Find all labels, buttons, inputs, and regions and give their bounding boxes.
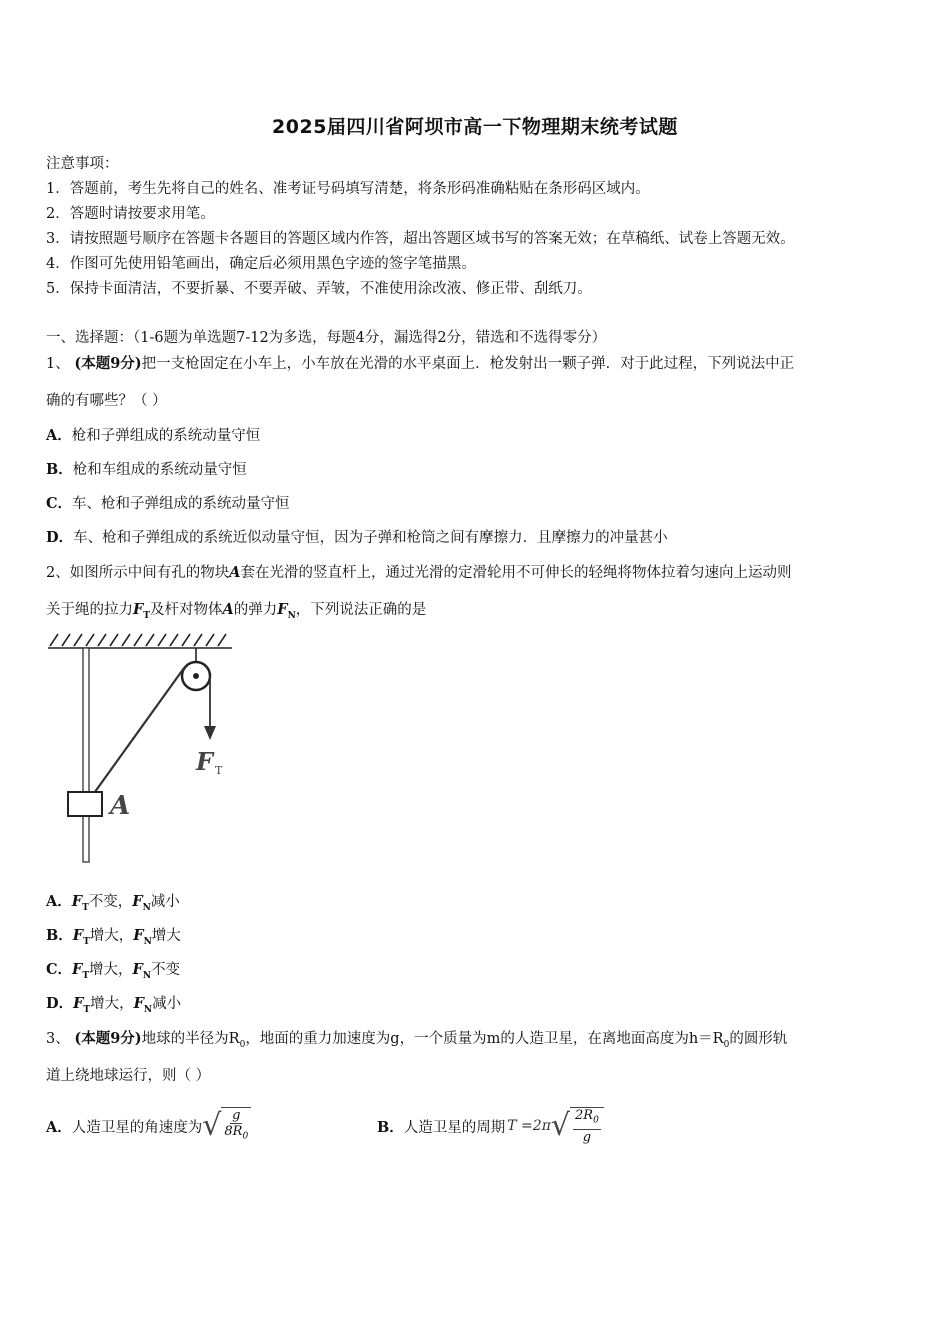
question-text: 地球的半径为R — [141, 1031, 240, 1047]
option-a[interactable] — [46, 890, 180, 913]
option-c[interactable] — [46, 492, 290, 513]
question-3-stem-cont: 道上绕地球运行，则（ ） — [46, 1068, 211, 1084]
question-text: ，地面的重力加速度为g，一个质量为m的人造卫星，在离地面高度为h＝R — [245, 1031, 724, 1047]
fraction — [570, 1107, 604, 1145]
rope — [92, 668, 184, 796]
var-f: F — [71, 893, 83, 910]
var-f: F — [133, 601, 144, 618]
option-d[interactable] — [46, 526, 668, 547]
question-text: 及杆对物体 — [150, 602, 223, 618]
pulley-diagram — [40, 628, 240, 868]
question-3-stem — [46, 1027, 787, 1050]
notice-item: 2．答题时请按要求用笔。 — [46, 206, 215, 222]
fraction — [221, 1107, 251, 1145]
pulley-axle — [193, 673, 199, 679]
force-label: F — [196, 747, 214, 776]
var-f: F — [72, 927, 84, 944]
option-text: 减小 — [150, 894, 180, 910]
option-label: B． — [46, 461, 73, 478]
option-label: B． — [46, 927, 73, 944]
option-c[interactable] — [46, 958, 180, 981]
sub-t: T — [83, 1004, 91, 1015]
option-text: 人造卫星的角速度为 — [71, 1119, 203, 1136]
notice-item: 4．作图可先使用铅笔画出，确定后必须用黑色字迹的签字笔描黑。 — [46, 256, 476, 272]
option-label: D． — [46, 995, 74, 1012]
section-heading: 一、选择题：（1-6题为单选题7-12为多选，每题4分，漏选得2分，错选和不选得零分） — [46, 330, 607, 346]
sqrt-formula — [551, 1107, 604, 1145]
option-b[interactable] — [46, 458, 247, 479]
notice-item: 3．请按照题号顺序在答题卡各题目的答题区域内作答，超出答题区域书写的答案无效；在草稿纸、试卷上答题无效。 — [46, 231, 795, 247]
sub-n: N — [287, 610, 296, 621]
var-f: F — [132, 893, 143, 910]
question-text: 的圆形轨 — [729, 1031, 788, 1047]
option-text: 增大， — [89, 928, 134, 944]
question-1-stem — [46, 352, 794, 373]
option-label: C． — [46, 961, 73, 978]
option-label: A． — [46, 427, 72, 444]
question-tag: (本题9分) — [74, 1030, 142, 1047]
option-d[interactable] — [46, 992, 181, 1015]
block-label: A — [110, 791, 131, 821]
sub-n: N — [142, 970, 152, 981]
force-arrow-head — [204, 726, 216, 740]
notice-item: 5．保持卡面清洁，不要折暴、不要弄破、弄皱，不准使用涂改液、修正带、刮纸刀。 — [46, 281, 592, 297]
option-text: 人造卫星的周期 — [403, 1119, 506, 1136]
question-2-stem-cont — [46, 598, 426, 621]
option-text: 增大， — [89, 962, 133, 978]
sub-0: 0 — [239, 1039, 246, 1050]
radical-sign: √ — [550, 1108, 571, 1143]
block-a — [68, 792, 102, 816]
vertical-rod — [83, 648, 89, 862]
option-text: 不变， — [88, 894, 133, 910]
sub-t: T — [82, 902, 89, 913]
radical-sign: √ — [202, 1108, 222, 1143]
option-text: 枪和车组成的系统动量守恒 — [72, 462, 247, 478]
sub-0: 0 — [723, 1039, 730, 1050]
question-text: 把一支枪固定在小车上，小车放在光滑的水平桌面上．枪发射出一颗子弹．对于此过程，下列说法中正 — [141, 356, 795, 372]
var-a: A — [229, 564, 241, 581]
question-number: 1、 — [46, 356, 70, 372]
sub-t: T — [82, 970, 90, 981]
question-tag: (本题9分) — [74, 355, 142, 372]
question-2-stem — [46, 561, 792, 582]
question-1-stem-cont: 确的有哪些？（ ） — [46, 393, 167, 409]
sub-t: T — [83, 936, 90, 947]
option-label: C． — [46, 495, 73, 512]
var-a: A — [222, 601, 234, 618]
option-b[interactable] — [377, 1100, 604, 1152]
notice-item: 1．答题前，考生先将自己的姓名、准考证号码填写清楚，将条形码准确粘贴在条形码区域内。 — [46, 181, 650, 197]
option-label: A． — [46, 1118, 72, 1136]
option-text: 车、枪和子弹组成的系统动量守恒 — [72, 496, 290, 512]
var-f: F — [133, 927, 144, 944]
question-text: 的弹力 — [233, 602, 278, 618]
option-text: 增大， — [90, 996, 134, 1012]
ceiling-hatching — [48, 634, 232, 648]
pulley-figure — [40, 628, 240, 868]
question-text: ，下列说法正确的是 — [295, 602, 427, 618]
sub-n: N — [143, 1004, 153, 1015]
formula-prefix: T =2π — [507, 1118, 551, 1134]
question-text: 如图所示中间有孔的物块 — [69, 565, 230, 581]
var-f: F — [277, 601, 288, 618]
option-text: 车、枪和子弹组成的系统近似动量守恒，因为子弹和枪筒之间有摩擦力．且摩擦力的冲量甚小 — [73, 530, 668, 546]
var-f: F — [133, 995, 144, 1012]
option-b[interactable] — [46, 924, 181, 947]
numerator: $2R_0$ — [573, 1108, 601, 1130]
var-f: F — [73, 995, 84, 1012]
question-number: 3、 — [46, 1031, 70, 1047]
denominator: $8R_0$ — [224, 1124, 249, 1142]
page-title: 2025届四川省阿坝市高一下物理期末统考试题 — [272, 116, 678, 138]
numerator: g — [232, 1108, 241, 1124]
option-a[interactable] — [46, 424, 260, 445]
question-text: 套在光滑的竖直杆上，通过光滑的定滑轮用不可伸长的轻绳将物体拉着匀速向上运动则 — [240, 565, 792, 581]
notice-heading: 注意事项： — [46, 156, 119, 172]
option-text: 枪和子弹组成的系统动量守恒 — [71, 428, 261, 444]
sub-t: T — [143, 610, 150, 621]
force-label-sub: T — [215, 764, 223, 777]
question-text: 关于绳的拉力 — [46, 602, 133, 618]
option-text: 增大 — [151, 928, 181, 944]
var-f: F — [132, 961, 143, 978]
option-label: B． — [377, 1118, 404, 1136]
sub-n: N — [143, 936, 152, 947]
option-label: D． — [46, 529, 74, 546]
denominator: g — [582, 1129, 592, 1145]
option-text: 减小 — [152, 996, 182, 1012]
option-text: 不变 — [151, 962, 181, 978]
option-label: A． — [46, 893, 72, 910]
option-a[interactable] — [46, 1100, 251, 1152]
var-f: F — [72, 961, 83, 978]
sub-n: N — [142, 902, 151, 913]
sqrt-formula — [202, 1107, 251, 1145]
question-number: 2、 — [46, 565, 70, 581]
